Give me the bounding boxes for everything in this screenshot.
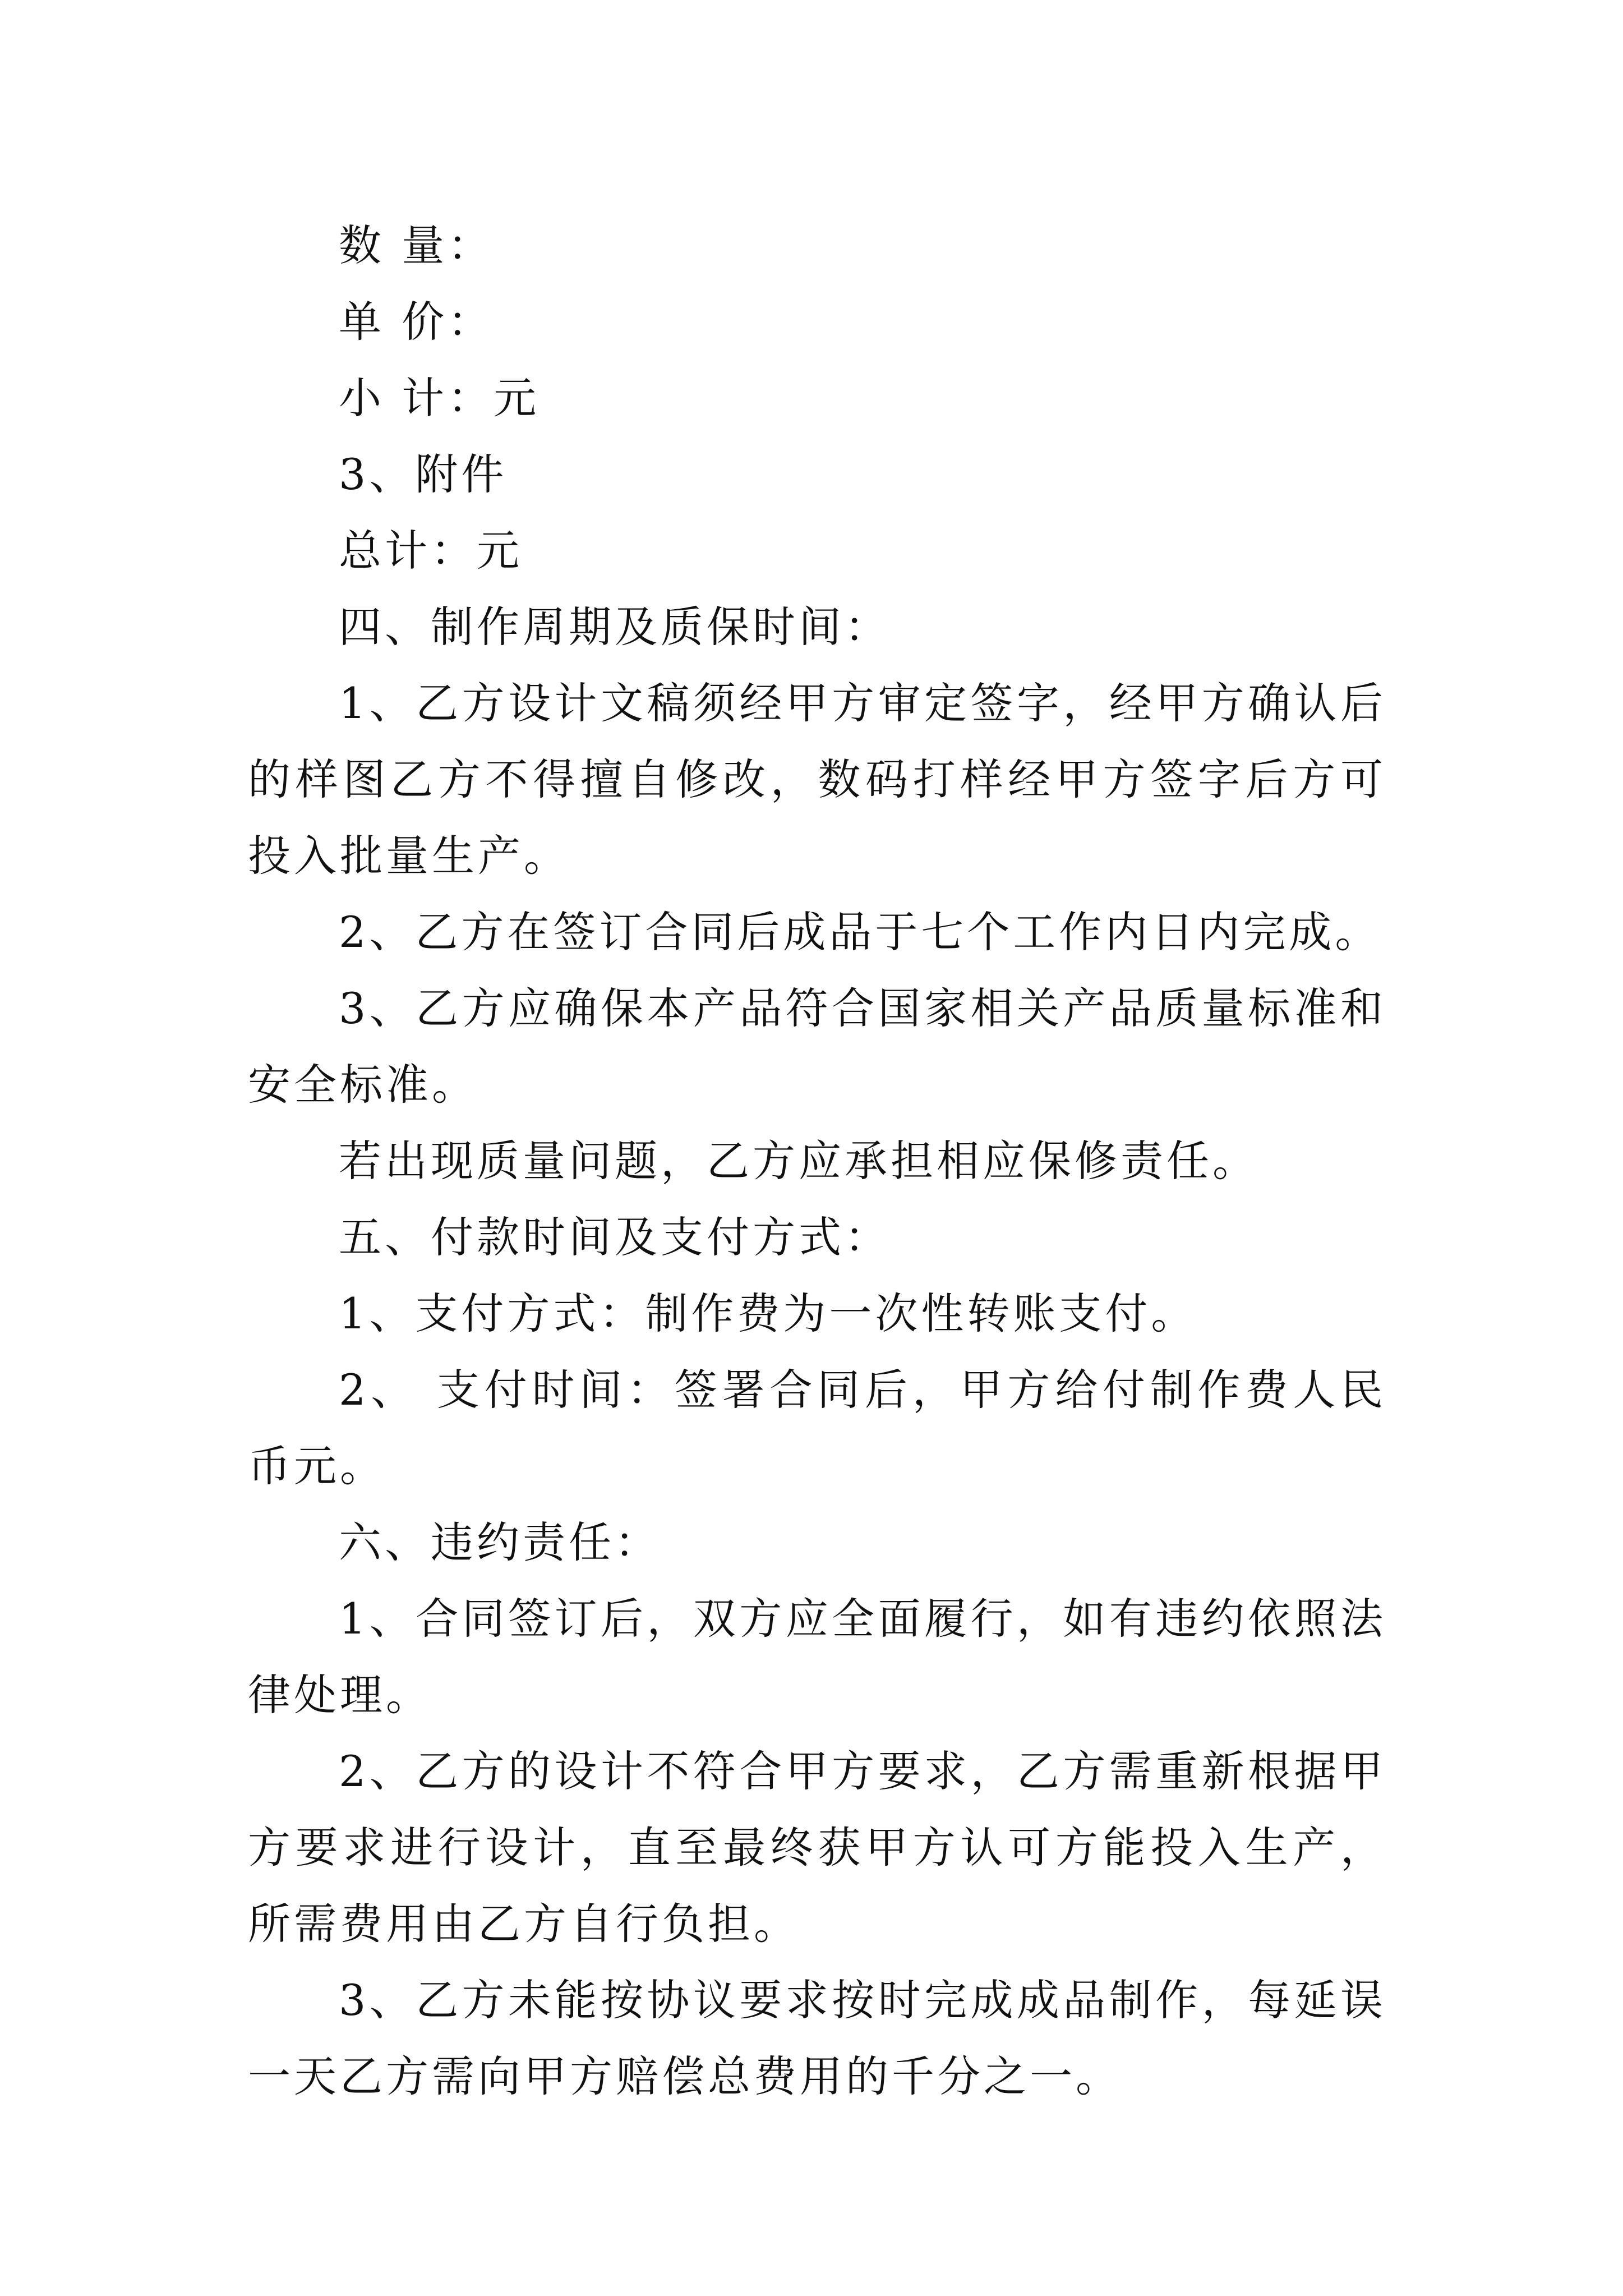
paragraph-warranty: 若出现质量问题，乙方应承担相应保修责任。 bbox=[339, 1136, 1258, 1186]
paragraph-delay-penalty: 3、乙方未能按协议要求按时完成成品制作，每延误一天乙方需向甲方赔偿总费用的千分之一。 bbox=[248, 1975, 1386, 2101]
paragraph-total: 总计：元 bbox=[339, 526, 523, 576]
section-heading-liability: 六、违约责任： bbox=[339, 1517, 661, 1567]
paragraph-design-approval: 1、乙方设计文稿须经甲方审定签字，经甲方确认后的样图乙方不得擅自修改，数码打样经甲方签字后方可投入批量生产。 bbox=[248, 678, 1386, 881]
paragraph-payment-method: 1、支付方式：制作费为一次性转账支付。 bbox=[339, 1289, 1197, 1338]
paragraph-breach: 1、合同签订后，双方应全面履行，如有违约依照法律处理。 bbox=[248, 1594, 1386, 1720]
paragraph-redesign: 2、乙方的设计不符合甲方要求，乙方需重新根据甲方要求进行设计，直至最终获甲方认可方能投入生产，所需费用由乙方自行负担。 bbox=[248, 1746, 1386, 1949]
paragraph-quality-standard: 3、乙方应确保本产品符合国家相关产品质量标准和安全标准。 bbox=[248, 983, 1386, 1110]
document-body bbox=[248, 208, 1386, 2115]
section-heading-production-period: 四、制作周期及质保时间： bbox=[339, 602, 891, 652]
paragraph-quantity: 数 量： bbox=[339, 220, 494, 270]
paragraph-completion-time: 2、乙方在签订合同后成品于七个工作内日内完成。 bbox=[339, 907, 1381, 957]
paragraph-attachment: 3、附件 bbox=[339, 449, 508, 499]
paragraph-subtotal: 小 计：元 bbox=[339, 373, 540, 423]
paragraph-payment-time: 2、 支付时间：签署合同后，甲方给付制作费人民币元。 bbox=[248, 1365, 1386, 1491]
section-heading-payment: 五、付款时间及支付方式： bbox=[339, 1212, 891, 1262]
paragraph-unit-price: 单 价： bbox=[339, 297, 494, 347]
